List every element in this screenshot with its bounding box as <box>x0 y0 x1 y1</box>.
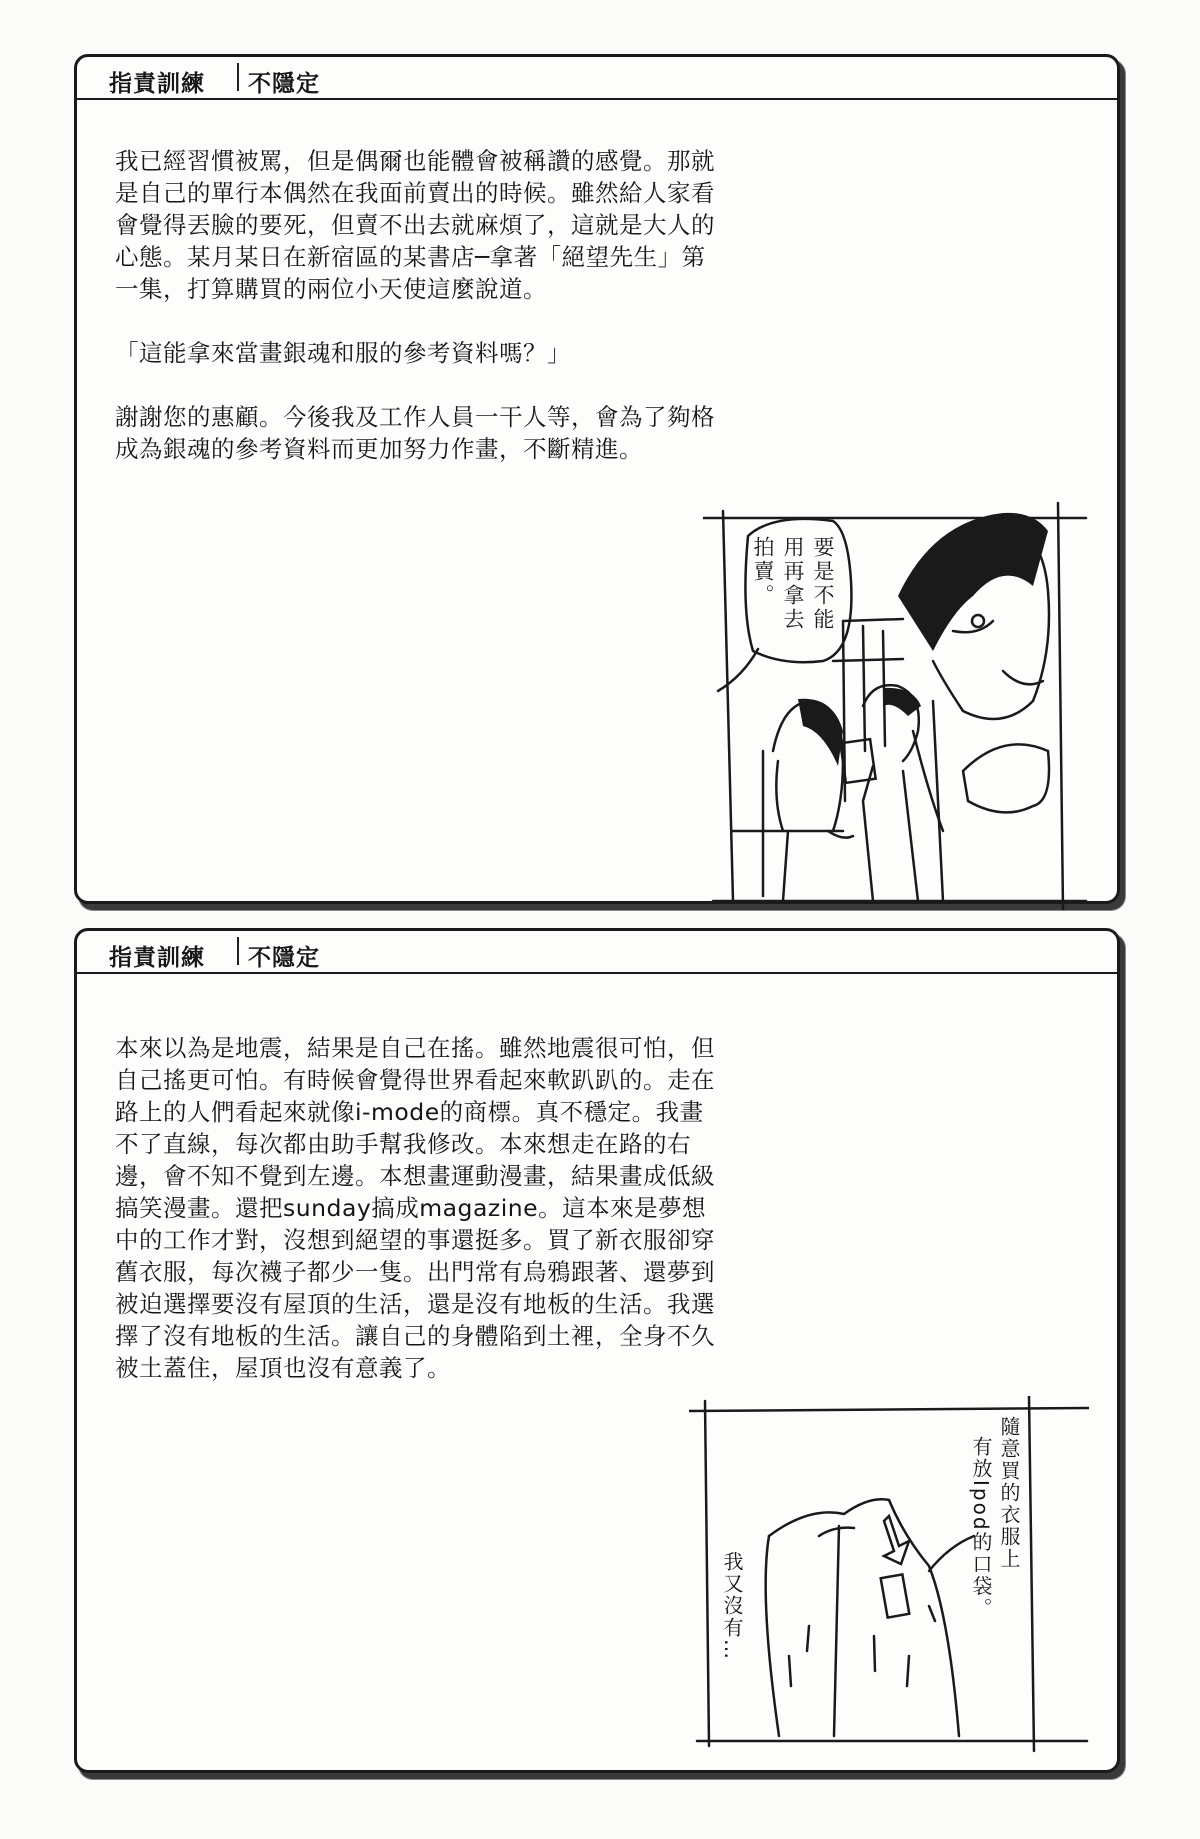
paragraph: 謝謝您的惠顧。今後我及工作人員一干人等，會為了夠格成為銀魂的參考資料而更加努力作畫，不斷精進。 <box>115 403 715 463</box>
header-divider <box>237 63 239 91</box>
panel-header <box>77 57 1117 100</box>
speech-bubble-text: 拍賣。 <box>751 536 775 608</box>
column-panel-2 <box>74 928 1120 1773</box>
annotation-text: 有放Ipod的口袋。 <box>969 1436 993 1620</box>
comic-panel-drawing <box>689 1396 1089 1758</box>
paragraph: 我已經習慣被罵，但是偶爾也能體會被稱讚的感覺。那就是自己的單行本偶然在我面前賣出的時候。雖然給人家看會覺得丟臉的要死，但賣不出去就麻煩了，這就是大人的心態。某月某日在新宿區的某書店─拿著「絕望先生」第一集，打算購買的兩位小天使這麼說道。 <box>115 147 715 303</box>
column-panel-1 <box>74 54 1120 904</box>
column-title: 指責訓練 <box>109 71 205 97</box>
paragraph: 本來以為是地震，結果是自己在搖。雖然地震很可怕，但自己搖更可怕。有時候會覺得世界看起來軟趴趴的。走在路上的人們看起來就像i-mode的商標。真不穩定。我畫不了直線，每次都由助手幫我修改。本來想走在路的右邊，會不知不覺到左邊。本想畫運動漫畫，結果畫成低級搞笑漫畫。還把sunday搞成magazine。這本來是夢想中的工作才對，沒想到絕望的事還挺多。買了新衣服卻穿舊衣服，每次襪子都少一隻。出門常有烏鴉跟著、還夢到被迫選擇要沒有屋頂的生活，還是沒有地板的生活。我選擇了沒有地板的生活。讓自己的身體陷到土裡，全身不久被土蓋住，屋頂也沒有意義了。 <box>115 1034 715 1382</box>
speech-bubble-text: 要是不能 <box>811 536 835 632</box>
speech-bubble-text: 用再拿去 <box>781 536 805 632</box>
shirt-illustration <box>689 1396 1089 1758</box>
bookstore-illustration <box>703 501 1088 911</box>
annotation-text: 隨意買的衣服上 <box>997 1416 1021 1570</box>
header-divider <box>237 937 239 965</box>
column-title: 指責訓練 <box>109 945 205 971</box>
column-subtitle: 不隱定 <box>248 71 320 97</box>
column-body <box>115 1032 715 1384</box>
column-body <box>115 145 715 465</box>
paragraph: 「這能拿來當畫銀魂和服的參考資料嗎？」 <box>115 339 571 367</box>
column-subtitle: 不隱定 <box>248 945 320 971</box>
panel-header <box>77 931 1117 974</box>
annotation-text: 我又沒有… <box>720 1551 744 1661</box>
